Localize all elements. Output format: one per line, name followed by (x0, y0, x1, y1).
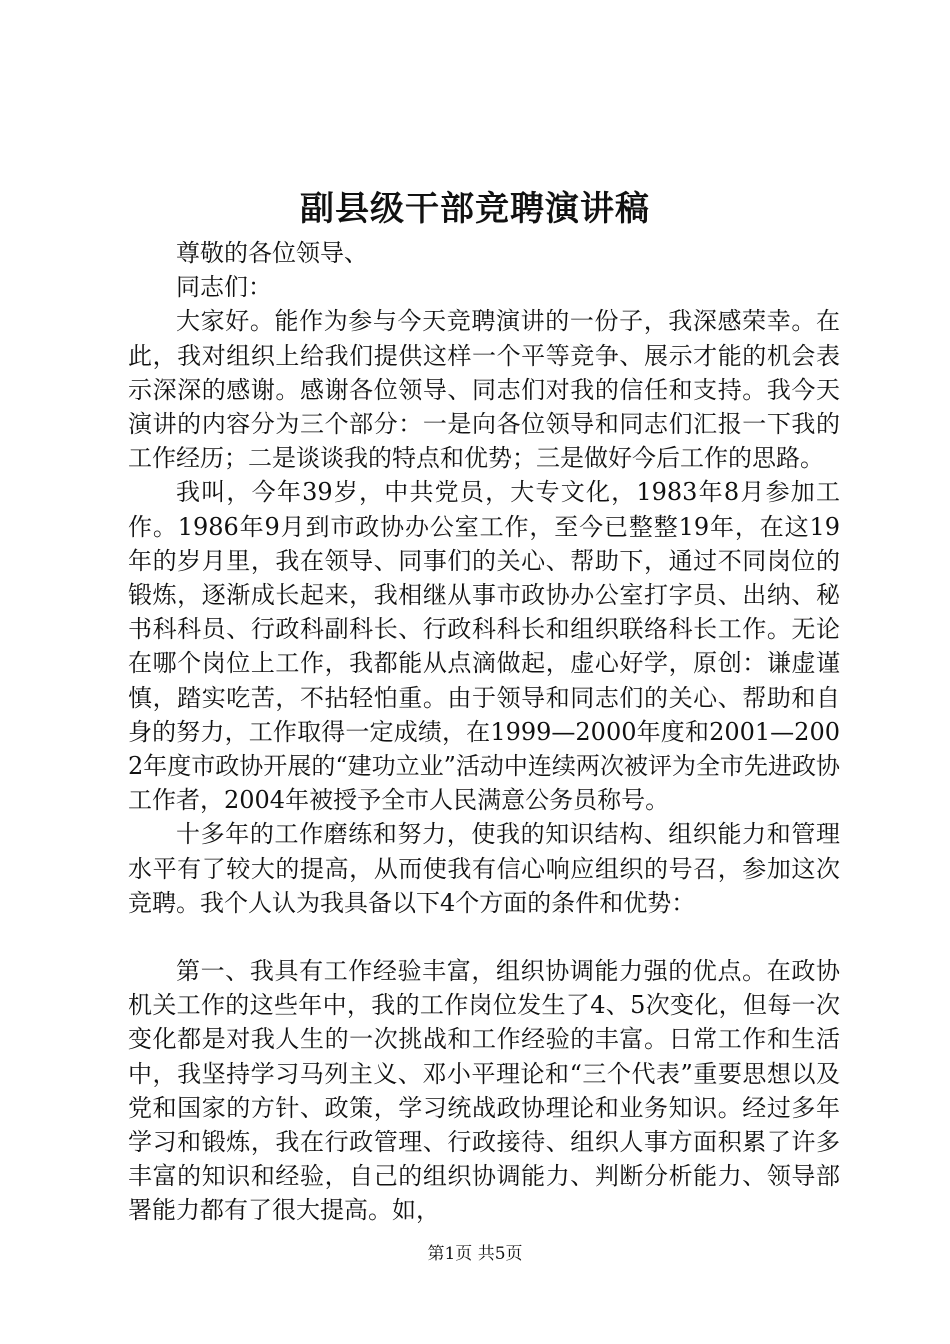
body-paragraph: 大家好。能作为参与今天竞聘演讲的一份子，我深感荣幸。在此，我对组织上给我们提供这样一个平等竞争、展示才能的机会表示深深的感谢。感谢各位领导、同志们对我的信任和支持。我今天演讲的内容分为三个部分：一是向各位领导和同志们汇报一下我的工作经历；二是谈谈我的特点和优势；三是做好今后工作的思路。 (128, 307, 840, 473)
body-paragraph: 我叫，今年39岁，中共党员，大专文化，1983年8月参加工作。1986年9月到市政协办公室工作，至今已整整19年，在这19年的岁月里，我在领导、同事们的关心、帮助下，通过不同岗位的锻炼，逐渐成长起来，我相继从事市政协办公室打字员、出纳、秘书科科员、行政科副科长、行政科科长和组织联络科长工作。无论在哪个岗位上工作，我都能从点滴做起，虚心好学，原创：谦虚谨慎，踏实吃苦，不拈轻怕重。由于领导和同志们的关心、帮助和自身的努力，工作取得一定成绩，在1999—2000年度和2001—2002年度市政协开展的“建功立业”活动中连续两次被评为全市先进政协工作者，2004年被授予全市人民满意公务员称号。 (128, 478, 840, 815)
greeting-line: 尊敬的各位领导、 (176, 239, 368, 267)
page-footer: 第1页 共5页 (427, 1244, 523, 1264)
body-paragraph: 十多年的工作磨练和努力，使我的知识结构、组织能力和管理水平有了较大的提高，从而使我有信心响应组织的号召，参加这次竞聘。我个人认为我具备以下4个方面的条件和优势： (128, 820, 840, 917)
document-title: 副县级干部竞聘演讲稿 (300, 189, 650, 229)
greeting-line: 同志们： (176, 273, 272, 302)
document-body (128, 236, 840, 1228)
body-paragraph: 第一、我具有工作经验丰富，组织协调能力强的优点。在政协机关工作的这些年中，我的工作岗位发生了4、5次变化，但每一次变化都是对我人生的一次挑战和工作经验的丰富。日常工作和生活中，我坚持学习马列主义、邓小平理论和“三个代表”重要思想以及党和国家的方针、政策，学习统战政协理论和业务知识。经过多年学习和锻炼，我在行政管理、行政接待、组织人事方面积累了许多丰富的知识和经验，自己的组织协调能力、判断分析能力、领导部署能力都有了很大提高。如， (128, 957, 840, 1225)
